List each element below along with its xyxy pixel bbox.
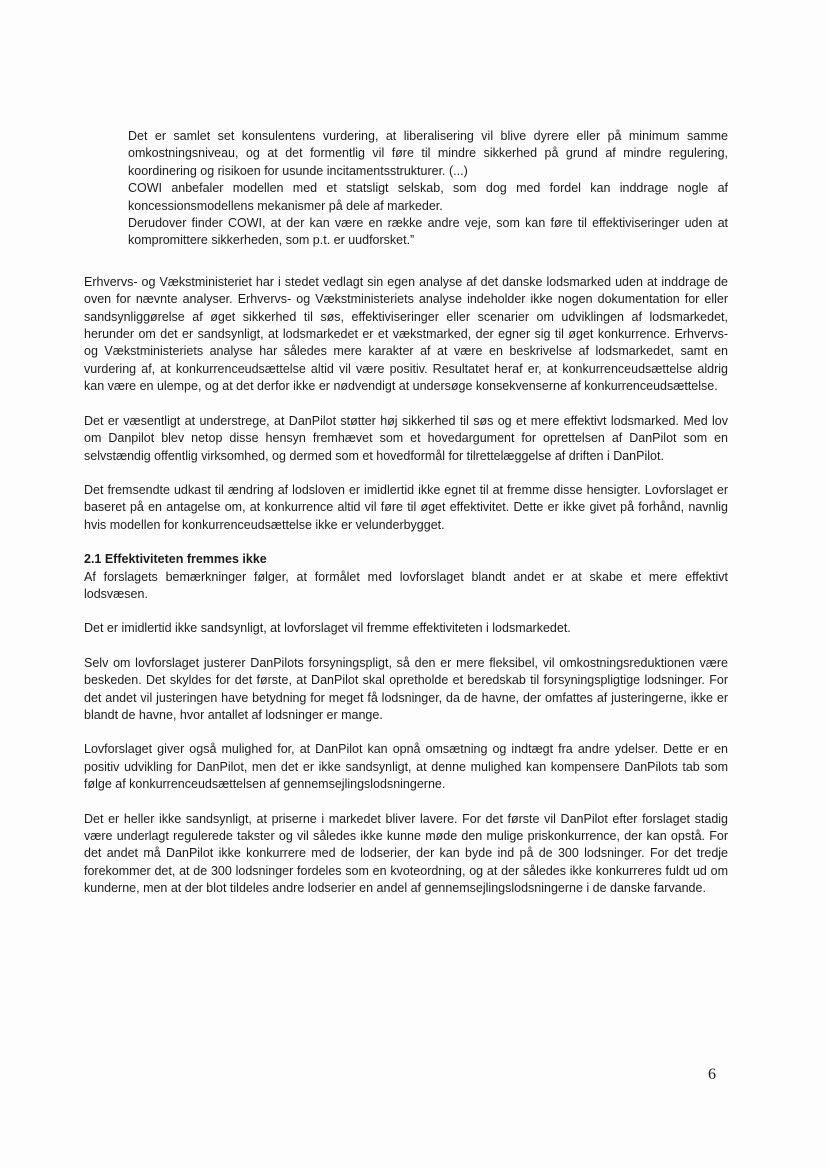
body-paragraph: Det er imidlertid ikke sandsynligt, at lovforslaget vil fremme effektiviteten i lodsmarkedet.	[84, 621, 571, 636]
body-paragraph: Erhvervs- og Vækstministeriet har i stedet vedlagt sin egen analyse af det danske lodsmarked uden at inddrage de oven for nævnte analyser. Erhvervs- og Vækstministeriets analyse indeholder ikke nogen dokumentation for eller sandsynliggørelse af øget sikkerhed til søs, effektiviseringer eller scenarier om udviklingen af lodsmarkedet, herunder om det er sandsynligt, at lodsmarkedet er et vækstmarked, der egner sig til øget konkurrence. Erhvervs- og Vækstministeriets analyse har således mere karakter af at være en beskrivelse af lodsmarkedet, samt en vurdering af, at konkurrenceudsættelse altid vil være positiv. Resultatet heraf er, at konkurrenceudsættelse aldrig kan være en ulempe, og at det derfor ikke er nødvendigt at undersøge konsekvenserne af konkurrenceudsættelse.	[84, 274, 728, 394]
body-paragraph: Det er heller ikke sandsynligt, at priserne i markedet bliver lavere. For det første vil DanPilot efter forslaget stadig være underlagt regulerede takster og vil således ikke kunne møde den mulige priskonkurrence, der kan opstå. For det andet må DanPilot ikke konkurrere med de lodserier, der kan byde ind på de 300 lodsninger. For det tredje forekommer det, at de 300 lodsninger fordeles som en kvoteordning, og at der således ikke konkurreres fuldt ud om kunderne, men at der blot tildeles andre lodserier en andel af gennemsejlingslodsningerne i de danske farvande.	[84, 811, 728, 896]
body-paragraph: Selv om lovforslaget justerer DanPilots forsyningspligt, så den er mere fleksibel, vil omkostningsreduktionen være beskeden. Det skyldes for det første, at DanPilot skal opretholde et beredskab til forsyningspligtige lodsninger. For det andet vil justeringen have betydning for meget få lodsninger, da de havne, der omfattes af justeringerne, ikke er blandt de havne, hvor antallet af lodsninger er mange.	[84, 655, 728, 722]
quote-paragraph: COWI anbefaler modellen med et statsligt selskab, som dog med fordel kan inddrage nogle af koncessionsmodellens mekanismer på dele af markeder.	[128, 181, 728, 213]
block-quote	[128, 128, 728, 250]
page-number: 6	[708, 1066, 716, 1083]
body-paragraph: Det fremsendte udkast til ændring af lodsloven er imidlertid ikke egnet til at fremme disse hensigter. Lovforslaget er baseret på en antagelse om, at konkurrence altid vil føre til øget effektivitet. Dette er ikke givet på forhånd, navnlig hvis modellen for konkurrenceudsættelse ikke er velunderbygget.	[84, 482, 728, 532]
page-content	[84, 128, 728, 915]
section-intro: Af forslagets bemærkninger følger, at formålet med lovforslaget blandt andet er at skabe et mere effektivt lodsvæsen.	[84, 569, 728, 601]
body-paragraph: Det er væsentligt at understrege, at DanPilot støtter høj sikkerhed til søs og et mere effektivt lodsmarked. Med lov om Danpilot blev netop disse hensyn fremhævet som et hovedargument for oprettelsen af DanPilot som en selvstændig offentlig virksomhed, og dermed som et hovedformål for tilrettelæggelse af driften i DanPilot.	[84, 413, 728, 463]
quote-paragraph: Derudover finder COWI, at der kan være en række andre veje, som kan føre til effektiviseringer uden at kompromittere sikkerheden, som p.t. er uudforsket.”	[128, 216, 728, 248]
quote-paragraph: Det er samlet set konsulentens vurdering, at liberalisering vil blive dyrere eller på minimum samme omkostningsniveau, og at det formentlig vil føre til mindre sikkerhed på grund af mindre regulering, koordinering og risikoen for usunde incitamentsstrukturer. (...)	[128, 129, 728, 178]
section-heading-block	[84, 551, 728, 603]
section-heading: 2.1 Effektiviteten fremmes ikke	[84, 552, 267, 567]
body-paragraph: Lovforslaget giver også mulighed for, at DanPilot kan opnå omsætning og indtægt fra andre ydelser. Dette er en positiv udvikling for DanPilot, men det er ikke sandsynligt, at denne mulighed kan kompensere DanPilots tab som følge af konkurrenceudsættelsen af gennemsejlingslodsningerne.	[84, 742, 728, 792]
